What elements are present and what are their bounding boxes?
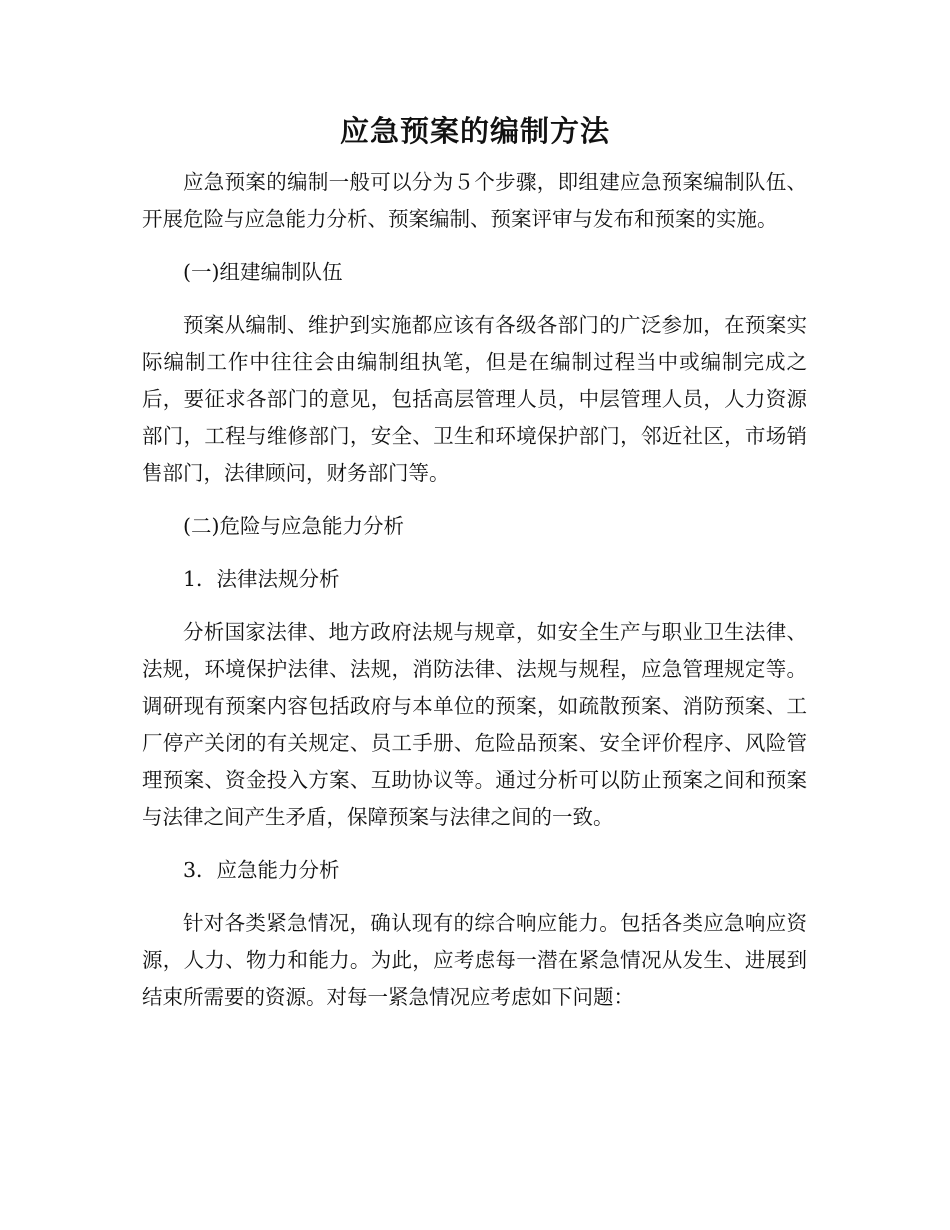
paragraph-law-analysis: 分析国家法律、地方政府法规与规章，如安全生产与职业卫生法律、法规，环境保护法律、法规，消防法律、法规与规程，应急管理规定等。调研现有预案内容包括政府与本单位的预案，如疏散预案、消防预案、工厂停产关闭的有关规定、员工手册、危险品预案、安全评价程序、风险管理预案、资金投入方案、互助协议等。通过分析可以防止预案之间和预案与法律之间产生矛盾，保障预案与法律之间的一致。 xyxy=(142,620,807,829)
paragraph-capability-analysis: 针对各类紧急情况，确认现有的综合响应能力。包括各类应急响应资源，人力、物力和能力。为此，应考虑每一潜在紧急情况从发生、进展到结束所需要的资源。对每一紧急情况应考虑如下问题： xyxy=(142,911,807,1009)
paragraph-team: 预案从编制、维护到实施都应该有各级各部门的广泛参加，在预案实际编制工作中往往会由编制组执笔，但是在编制过程当中或编制完成之后，要征求各部门的意见，包括高层管理人员，中层管理人员，人力资源部门，工程与维修部门，安全、卫生和环境保护部门，邻近社区，市场销售部门，法律顾问，财务部门等。 xyxy=(142,313,807,485)
document-body xyxy=(142,164,807,1032)
section-heading-team: (一)组建编制队伍 xyxy=(183,260,343,284)
subheading-capability-analysis: 3．应急能力分析 xyxy=(183,858,340,882)
document-title: 应急预案的编制方法 xyxy=(339,114,610,148)
paragraph-intro: 应急预案的编制一般可以分为５个步骤，即组建应急预案编制队伍、开展危险与应急能力分析、预案编制、预案评审与发布和预案的实施。 xyxy=(142,170,807,231)
section-heading-analysis: (二)危险与应急能力分析 xyxy=(183,514,404,538)
subheading-law-analysis: 1．法律法规分析 xyxy=(183,567,340,591)
